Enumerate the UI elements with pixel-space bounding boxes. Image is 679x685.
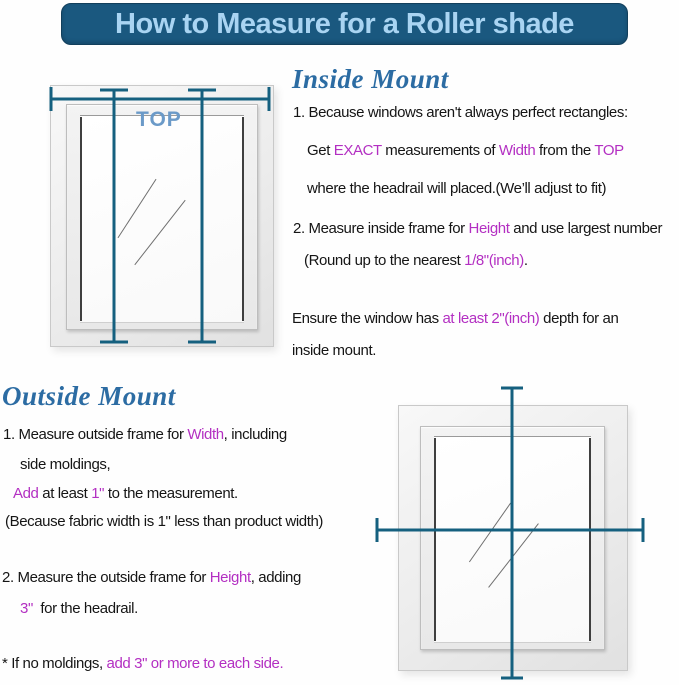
page-title: How to Measure for a Roller shade [115,7,574,40]
text-segment: from the [535,142,595,159]
text-segment: 1. Measure outside frame for [3,426,188,443]
highlight-depth: at least 2"(inch) [442,310,540,327]
text-segment: , including [223,426,287,443]
title-banner [61,3,628,45]
instruction-line [307,141,624,160]
text-segment: 2. Measure the outside frame for [2,569,210,586]
text-segment: Ensure the window has [292,310,443,327]
inside-mount-heading: Inside Mount [292,64,449,94]
instruction-line: (Because fabric width is 1" less than product width) [5,513,324,530]
highlight-eighth-inch: 1/8"(inch) [464,252,524,269]
text-segment: . [523,252,528,269]
instruction-line [2,568,301,587]
moldings-footnote [2,654,283,673]
top-label: TOP [136,108,182,131]
highlight-exact: EXACT [333,142,382,159]
highlight-width: Width [498,142,536,159]
text-segment: * If no moldings, [2,655,107,672]
highlight-one-inch: 1" [91,485,105,502]
instruction-line [13,484,238,503]
instruction-line: side moldings, [20,456,111,473]
text-segment: Get [307,142,334,159]
text-segment: at least [38,485,92,502]
text-segment: measurements of [381,142,499,159]
text-segment: (Round up to the nearest [304,252,465,269]
highlight-three-inch: 3" [20,600,33,617]
depth-note-line [292,309,618,328]
instruction-line: 1. Because windows aren't always perfect rectangles: [293,104,628,121]
highlight-add: Add [13,485,39,502]
highlight-add-three: add 3" or more to each side. [106,655,284,672]
text-segment: to the measurement. [104,485,238,502]
cross-measurement-lines [365,375,665,685]
highlight-width: Width [187,426,224,443]
instruction-line [20,599,138,618]
instruction-line [3,425,287,444]
depth-note-line: inside mount. [292,342,377,359]
instruction-line: where the headrail will placed.(We’ll adjust to fit) [307,180,607,197]
outside-mount-heading: Outside Mount [2,381,176,411]
instruction-line [293,219,662,238]
instruction-line [304,251,528,270]
highlight-height: Height [209,569,251,586]
highlight-top: TOP [594,142,624,159]
highlight-height: Height [468,220,510,237]
text-segment: and use largest number [509,220,663,237]
text-segment: , adding [250,569,301,586]
text-segment: 2. Measure inside frame for [293,220,469,237]
text-segment: for the headrail. [32,600,138,617]
text-segment: depth for an [539,310,619,327]
